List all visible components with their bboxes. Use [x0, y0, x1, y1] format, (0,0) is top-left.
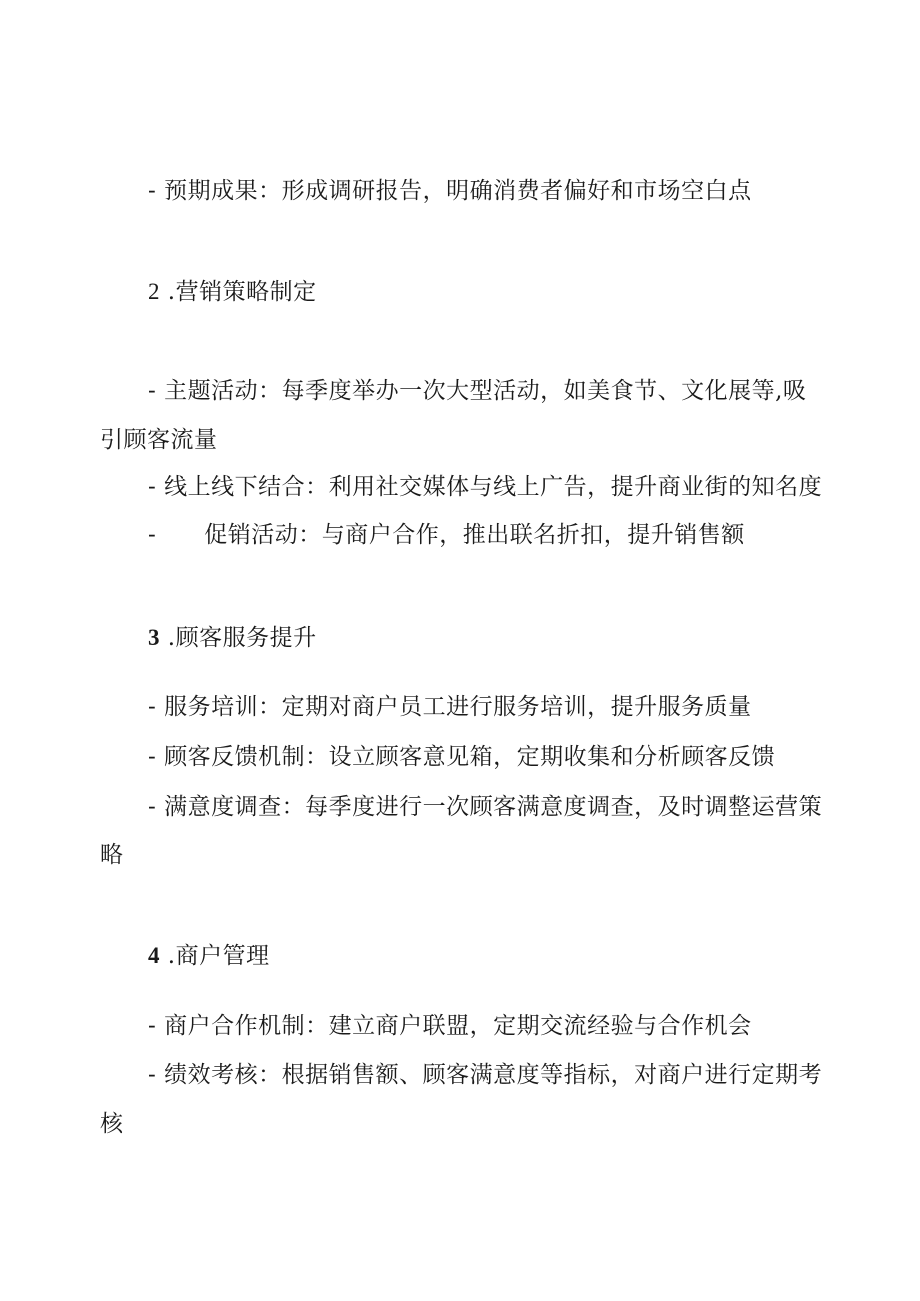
section-heading-marketing [148, 277, 317, 307]
bullet-performance-review: - 绩效考核：根据销售额、顾客满意度等指标，对商户进行定期考 [148, 1062, 823, 1088]
section-number: 2 [148, 279, 160, 304]
bullet-satisfaction-survey-continued: 略 [100, 842, 124, 868]
bullet-feedback-mechanism: - 顾客反馈机制：设立顾客意见箱，定期收集和分析顾客反馈 [148, 744, 776, 770]
section-title: .营销策略制定 [160, 279, 317, 305]
bullet-dash: - [148, 522, 157, 548]
section-number: 4 [148, 943, 160, 968]
bullet-expected-results: - 预期成果：形成调研报告，明确消费者偏好和市场空白点 [148, 178, 752, 204]
section-number: 3 [148, 625, 160, 650]
bullet-theme-activities: - 主题活动：每季度举办一次大型活动，如美食节、文化展等,吸 [148, 378, 807, 404]
bullet-merchant-cooperation: - 商户合作机制：建立商户联盟，定期交流经验与合作机会 [148, 1013, 752, 1039]
bullet-online-offline: - 线上线下结合：利用社交媒体与线上广告，提升商业街的知名度 [148, 474, 823, 500]
bullet-promotions-text: 促销活动：与商户合作，推出联名折扣，提升销售额 [204, 522, 745, 548]
section-heading-customer-service [148, 623, 317, 653]
section-title: .商户管理 [160, 943, 270, 969]
section-title: .顾客服务提升 [160, 625, 317, 651]
bullet-satisfaction-survey: - 满意度调查：每季度进行一次顾客满意度调查，及时调整运营策 [148, 794, 823, 820]
bullet-performance-review-continued: 核 [100, 1111, 124, 1137]
bullet-promotions [148, 520, 745, 550]
section-heading-merchant-management [148, 941, 270, 971]
bullet-theme-activities-continued: 引顾客流量 [100, 427, 218, 453]
bullet-service-training: - 服务培训：定期对商户员工进行服务培训，提升服务质量 [148, 694, 752, 720]
